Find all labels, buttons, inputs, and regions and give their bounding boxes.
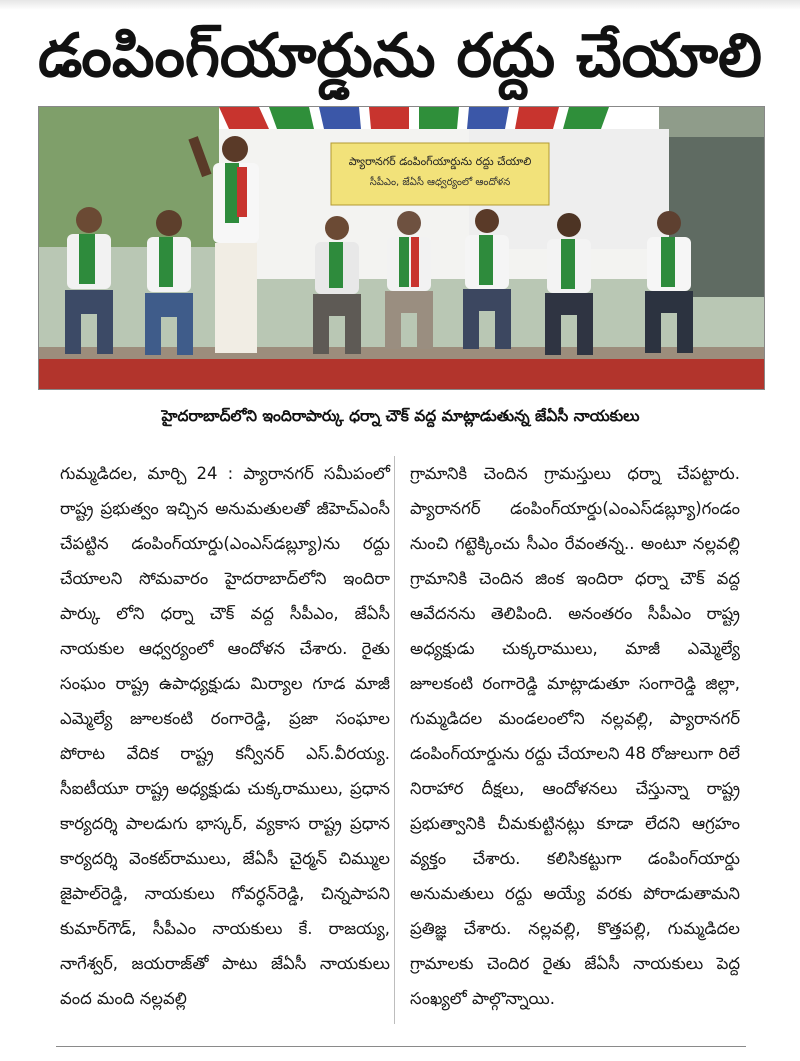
article-column-right: గ్రామానికి చెందిన గ్రామస్తులు ధర్నా చేపట్టారు. ప్యారానగర్ డంపింగ్‌యార్డు(ఎంఎస్‌డబ్ల్యూ)గండం నుంచి గట్టెక్కించు సీఎం రేవంతన్న.. అంటూ నల్లవల్లి గ్రామానికి చెందిన జింక ఇందిరా ధర్నా చౌక్ వద్ద ఆవేదనను తెలిపింది. అనంతరం సీపీఎం రాష్ట్ర అధ్యక్షుడు చుక్కరాములు, మాజీ ఎమ్మెల్యే జూలకంటి రంగారెడ్డి మాట్లాడుతూ సంగారెడ్డి జిల్లా, గుమ్మడిదల మండలంలోని నల్లవల్లి, ప్యారానగర్ డంపింగ్‌యార్డును రద్దు చేయాలని 48 రోజులుగా రిలే నిరాహార దీక్షలు, ఆందోళనలు చేస్తున్నా రాష్ట్ర ప్రభుత్వానికి చీమకుట్టినట్లు కూడా లేదని ఆగ్రహం వ్యక్తం చేశారు. కలిసికట్టుగా డంపింగ్‌యార్డు అనుమతులు రద్దు అయ్యే వరకు పోరాడుతామని ప్రతిజ్ఞ చేశారు. నల్లవల్లి, కొత్తపల్లి, గుమ్మడిదల గ్రామాలకు చెందిర రైతు జేఏసీ నాయకులు పెద్ద సంఖ్యలో పాల్గొన్నాయి. bbox=[410, 464, 740, 1008]
column-divider bbox=[394, 456, 395, 1024]
banner-text-2: సీపీఎం, జేఏసీ ఆధ్వర్యంలో ఆందోళన bbox=[369, 177, 511, 188]
previous-article-strip bbox=[0, 0, 800, 10]
headline: డంపింగ్‌యార్డును రద్దు చేయాలి bbox=[37, 21, 763, 91]
protest-banner bbox=[331, 143, 549, 205]
article-column-left: గుమ్మడిదల, మార్చి 24 : ప్యారానగర్ సమీపంలో రాష్ట్ర ప్రభుత్వం ఇచ్చిన అనుమతులతో జీహెచ్‌ఎంసీ చేపట్టిన డంపింగ్‌యార్డు(ఎంఎస్‌డబ్ల్యూ)ను రద్దు చేయాలని సోమవారం హైదరాబాద్‌లోని ఇందిరా పార్కు లోని ధర్నా చౌక్ వద్ద సీపీఎం, జేఏసీ నాయకుల ఆధ్వర్యంలో ఆందోళన చేశారు. రైతు సంఘం రాష్ట్ర ఉపాధ్యక్షుడు మిర్యాల గూడ మాజీ ఎమ్మెల్యే జూలకంటి రంగారెడ్డి, ప్రజా సంఘాల పోరాట వేదిక రాష్ట్ర కన్వీనర్ ఎస్.వీరయ్య. సీఐటీయూ రాష్ట్ర అధ్యక్షుడు చుక్కరాములు, ప్రధాన కార్యదర్శి పాలడుగు భాస్కర్, వ్యకాస రాష్ట్ర ప్రధాన కార్యదర్శి వెంకట్‌రాములు, జేఏసీ చైర్మన్ చిమ్ముల జైపాల్‌రెడ్డి, నాయకులు గోవర్ధన్‌రెడ్డి, చిన్నపాపని కుమార్‌గౌడ్, సీపీఎం నాయకులు కే. రాజయ్య, నాగేశ్వర్, జయరాజ్‌తో పాటు జేఏసీ నాయకులు వంద మంది నల్లవల్లి bbox=[60, 464, 390, 1008]
news-photo bbox=[38, 106, 765, 390]
red-carpet bbox=[39, 357, 764, 389]
banner-text-1: ప్యారానగర్ డంపింగ్‌యార్డును రద్దు చేయాలి bbox=[348, 155, 532, 168]
protest-photo-illustration bbox=[39, 107, 764, 389]
photo-caption: హైదరాబాద్‌లోని ఇందిరాపార్కు ధర్నా చౌక్ వద్ద మాట్లాడుతున్న జేఏసీ నాయకులు bbox=[161, 407, 640, 425]
bottom-divider bbox=[56, 1046, 746, 1047]
